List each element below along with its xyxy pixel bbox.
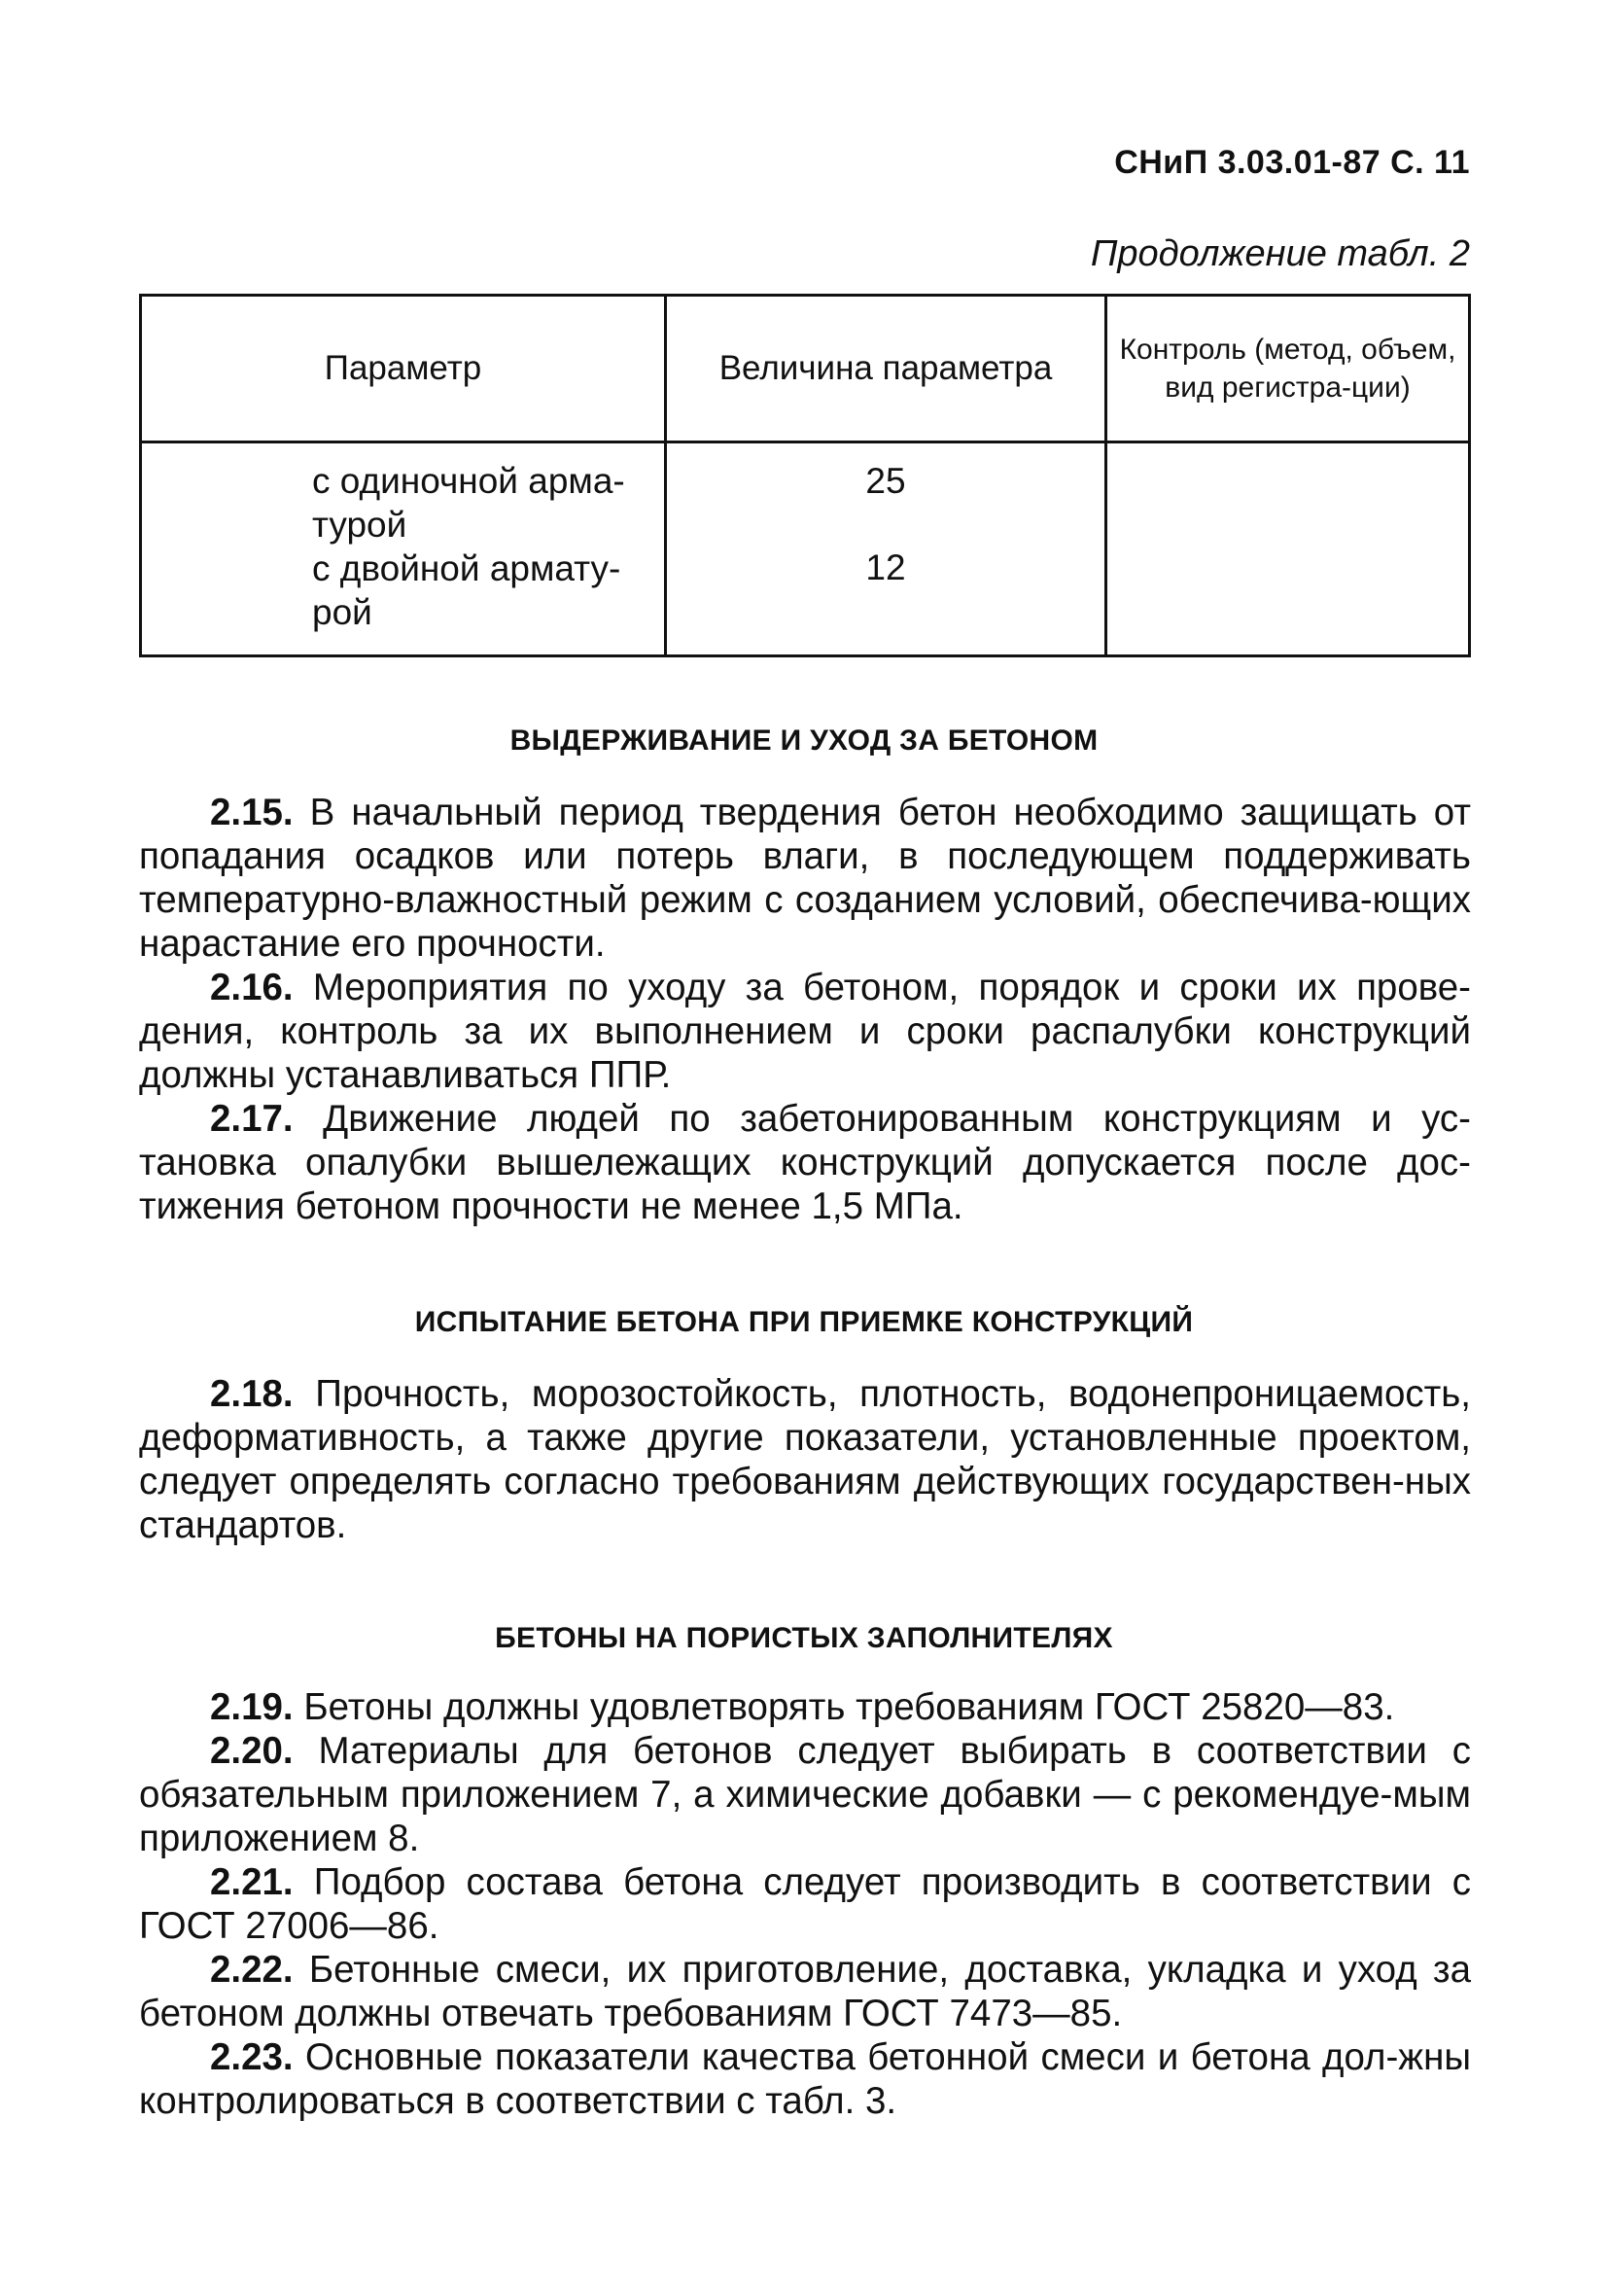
clause-2-18 <box>139 1372 1471 1547</box>
section-heading-curing: ВЫДЕРЖИВАНИЕ И УХОД ЗА БЕТОНОМ <box>509 724 1099 757</box>
clause-number: 2.17. <box>210 1098 294 1140</box>
clause-2-17 <box>139 1097 1471 1228</box>
section-body-acceptance-testing <box>139 1372 1471 1547</box>
clause-2-22 <box>139 1948 1471 2035</box>
param-single-reinforcement: с одиночной арма-турой <box>312 461 625 546</box>
table-row <box>141 442 1470 656</box>
parameters-table <box>139 294 1471 657</box>
clause-number: 2.23. <box>210 2036 294 2078</box>
clause-2-21 <box>139 1860 1471 1948</box>
param-double-reinforcement: с двойной армату-рой <box>312 548 621 633</box>
clause-2-15 <box>139 791 1471 966</box>
column-header-control: Контроль (метод, объем, вид регистра-ции) <box>1106 296 1470 442</box>
value-double-reinforcement: 12 <box>865 548 906 588</box>
page-header: СНиП 3.03.01-87 С. 11 <box>1114 144 1470 181</box>
clause-text: Бетонные смеси, их приготовление, доставка, укладка и уход за бетоном должны отвечать требованиям ГОСТ 7473—85. <box>139 1949 1471 2034</box>
clause-2-20 <box>139 1729 1471 1860</box>
section-heading-porous-aggregates: БЕТОНЫ НА ПОРИСТЫХ ЗАПОЛНИТЕЛЯХ <box>495 1622 1113 1654</box>
clause-2-23 <box>139 2035 1471 2123</box>
clause-2-16 <box>139 966 1471 1097</box>
clause-text: Подбор состава бетона следует производить в соответствии с ГОСТ 27006—86. <box>139 1861 1471 1947</box>
clause-text: Движение людей по забетонированным конструкциям и ус-тановка опалубки вышележащих конструкций допускается после дос-тижения бетоном прочности не менее 1,5 МПа. <box>139 1098 1472 1227</box>
section-body-porous-aggregates <box>139 1685 1471 2123</box>
clause-number: 2.18. <box>210 1373 294 1415</box>
control-cell <box>1106 442 1470 656</box>
section-heading-acceptance-testing: ИСПЫТАНИЕ БЕТОНА ПРИ ПРИЕМКЕ КОНСТРУКЦИЙ <box>414 1306 1194 1338</box>
column-header-param: Параметр <box>141 296 666 442</box>
section-body-curing <box>139 791 1471 1228</box>
clause-number: 2.19. <box>210 1686 294 1728</box>
table-header-row <box>141 296 1470 442</box>
clause-number: 2.22. <box>210 1949 294 1991</box>
table-continuation-caption: Продолжение табл. 2 <box>1090 233 1470 274</box>
clause-text: Прочность, морозостойкость, плотность, водонепроницаемость, деформативность, а также другие показатели, установленные проектом, следует определять согласно требованиям действующих государствен-ных стандартов. <box>139 1373 1472 1546</box>
param-cell <box>141 442 666 656</box>
clause-text: Бетоны должны удовлетворять требованиям ГОСТ 25820—83. <box>303 1686 1395 1728</box>
clause-number: 2.20. <box>210 1730 294 1772</box>
value-single-reinforcement: 25 <box>865 461 906 501</box>
clause-number: 2.16. <box>210 967 294 1008</box>
clause-number: 2.21. <box>210 1861 294 1903</box>
clause-text: Основные показатели качества бетонной смеси и бетона дол-жны контролироваться в соответствии с табл. 3. <box>139 2036 1471 2122</box>
clause-text: В начальный период твердения бетон необходимо защищать от попадания осадков или потерь влаги, в последующем поддерживать температурно-влажностный режим с созданием условий, обеспечива-ющих нарастание его прочности. <box>139 792 1471 965</box>
value-cell <box>666 442 1106 656</box>
clause-2-19 <box>139 1685 1471 1729</box>
clause-number: 2.15. <box>210 792 294 833</box>
clause-text: Мероприятия по уходу за бетоном, порядок и сроки их прове-дения, контроль за их выполнением и сроки распалубки конструкций должны устанавливаться ППР. <box>139 967 1471 1096</box>
column-header-value: Величина параметра <box>666 296 1106 442</box>
clause-text: Материалы для бетонов следует выбирать в соответствии с обязательным приложением 7, а химические добавки — с рекомендуе-мым приложением 8. <box>139 1730 1471 1859</box>
